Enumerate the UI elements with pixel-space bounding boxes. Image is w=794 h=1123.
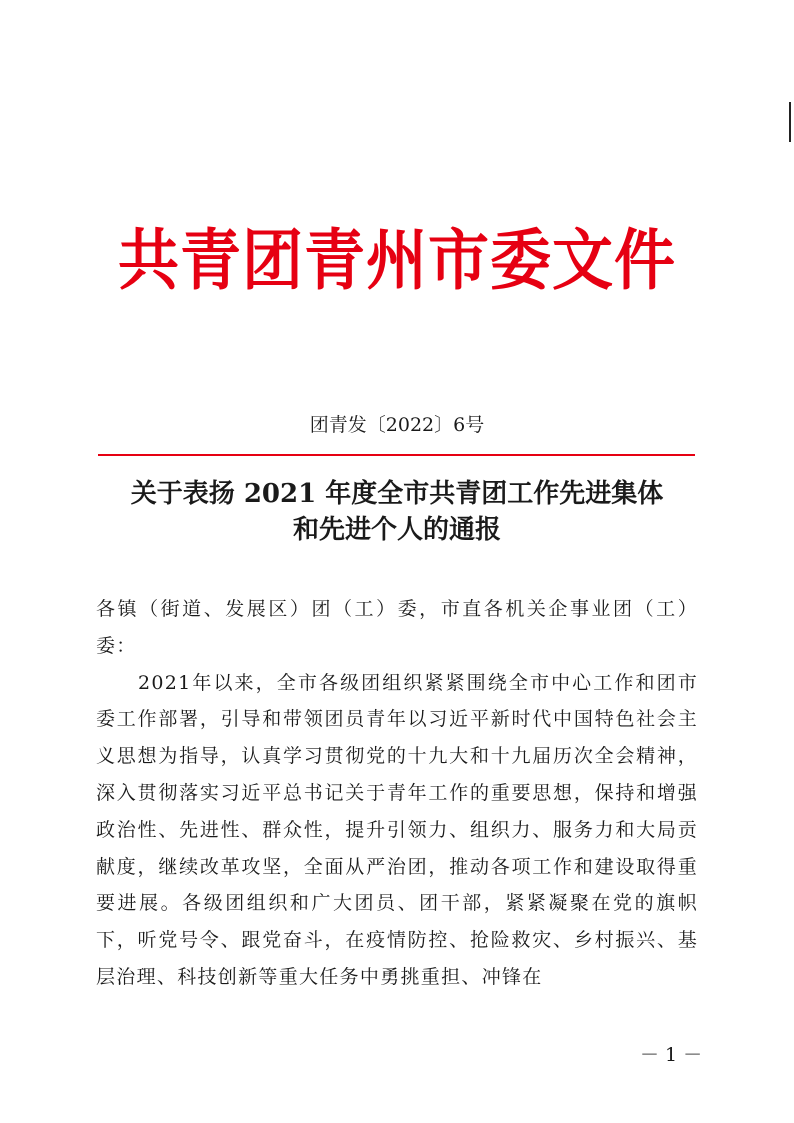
document-title-line-1: 关于表扬 2021 年度全市共青团工作先进集体	[130, 479, 664, 509]
salutation: 各镇（街道、发展区）团（工）委，市直各机关企事业团（工）委：	[96, 598, 698, 657]
document-body	[96, 591, 698, 996]
document-title-line-2: 和先进个人的通报	[292, 515, 501, 545]
page-number: － 1 －	[640, 1044, 703, 1066]
body-paragraph: 2021年以来，全市各级团组织紧紧围绕全市中心工作和团市委工作部署，引导和带领团员青年以习近平新时代中国特色社会主义思想为指导，认真学习贯彻党的十九大和十九届历次全会精神，深入贯彻落实习近平总书记关于青年工作的重要思想，保持和增强政治性、先进性、群众性，提升引领力、组织力、服务力和大局贡献度，继续改革攻坚，全面从严治团，推动各项工作和建设取得重要进展。各级团组织和广大团员、团干部，紧紧凝聚在党的旗帜下，听党号令、跟党奋斗，在疫情防控、抢险救灾、乡村振兴、基层治理、科技创新等重大任务中勇挑重担、冲锋在	[96, 671, 698, 988]
document-number: 团青发〔2022〕6号	[309, 414, 485, 436]
page-edge-mark	[789, 102, 791, 142]
red-separator-rule	[98, 454, 695, 456]
document-masthead: 共青团青州市委文件	[117, 222, 676, 299]
document-title	[80, 476, 714, 548]
